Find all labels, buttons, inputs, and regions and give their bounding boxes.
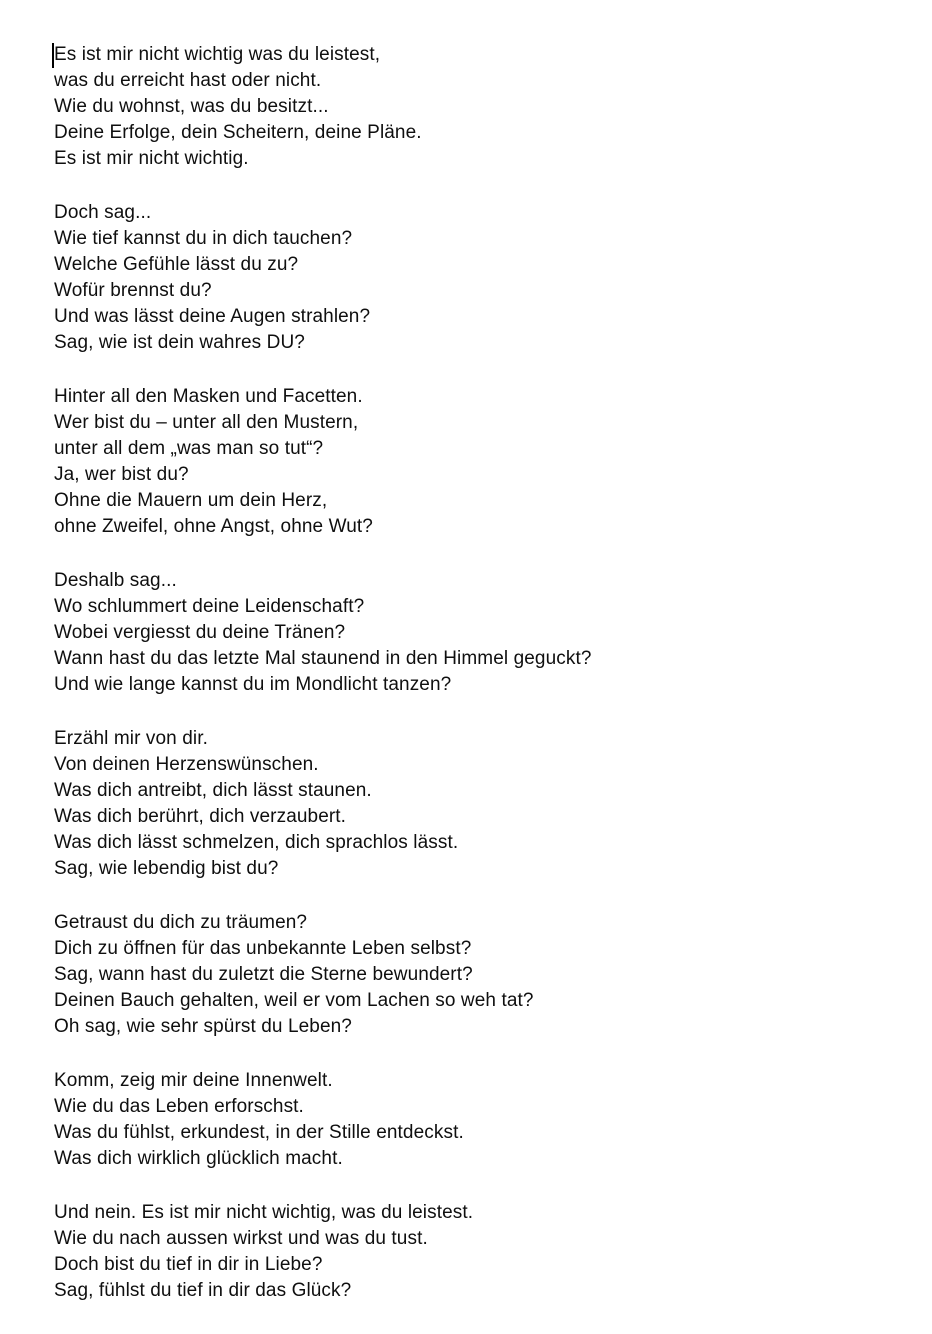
poem-line: Sag, wie lebendig bist du?: [54, 858, 279, 879]
poem-line: Doch bist du tief in dir in Liebe?: [54, 1254, 323, 1275]
poem-stanza: [54, 910, 892, 1040]
poem-line: Wie tief kannst du in dich tauchen?: [54, 228, 353, 249]
poem-stanza: [54, 726, 892, 882]
poem-line: Wie du wohnst, was du besitzt...: [54, 96, 329, 117]
poem-line: Oh sag, wie sehr spürst du Leben?: [54, 1016, 352, 1037]
text-cursor-caret: [52, 43, 54, 68]
poem-stanza: [54, 1200, 892, 1304]
poem-line: Was dich antreibt, dich lässt staunen.: [54, 780, 372, 801]
poem-line: Erzähl mir von dir.: [54, 728, 208, 749]
poem-line: unter all dem „was man so tut“?: [54, 438, 324, 459]
poem-line: Deine Erfolge, dein Scheitern, deine Pläne.: [54, 122, 422, 143]
poem-line: Dich zu öffnen für das unbekannte Leben selbst?: [54, 938, 472, 959]
poem-line: Deinen Bauch gehalten, weil er vom Lachen so weh tat?: [54, 990, 534, 1011]
poem-line: Was dich berührt, dich verzaubert.: [54, 806, 347, 827]
poem-line: was du erreicht hast oder nicht.: [54, 70, 322, 91]
poem-stanza: [54, 200, 892, 356]
poem-line: Von deinen Herzenswünschen.: [54, 754, 319, 775]
poem-stanza: [54, 384, 892, 540]
poem-line: Welche Gefühle lässt du zu?: [54, 254, 299, 275]
poem-line: Und wie lange kannst du im Mondlicht tanzen?: [54, 674, 452, 695]
poem-line: Wie du das Leben erforschst.: [54, 1096, 304, 1117]
poem-line: Deshalb sag...: [54, 570, 177, 591]
poem-line: Wo schlummert deine Leidenschaft?: [54, 596, 365, 617]
poem-line: Getraust du dich zu träumen?: [54, 912, 308, 933]
poem-line: Sag, wie ist dein wahres DU?: [54, 332, 305, 353]
poem-line: Wann hast du das letzte Mal staunend in den Himmel geguckt?: [54, 648, 592, 669]
poem-line: Es ist mir nicht wichtig.: [54, 148, 249, 169]
poem-line: Doch sag...: [54, 202, 152, 223]
poem-line: Wofür brennst du?: [54, 280, 212, 301]
poem-line: Wie du nach aussen wirkst und was du tust.: [54, 1228, 428, 1249]
poem-line: Komm, zeig mir deine Innenwelt.: [54, 1070, 333, 1091]
poem-line: ohne Zweifel, ohne Angst, ohne Wut?: [54, 516, 373, 537]
poem-line: Wer bist du – unter all den Mustern,: [54, 412, 359, 433]
poem-line: Hinter all den Masken und Facetten.: [54, 386, 363, 407]
poem-line: Wobei vergiesst du deine Tränen?: [54, 622, 346, 643]
poem-line: Es ist mir nicht wichtig was du leistest,: [54, 44, 381, 65]
poem-line: Was dich wirklich glücklich macht.: [54, 1148, 343, 1169]
poem-line: Was dich lässt schmelzen, dich sprachlos lässt.: [54, 832, 459, 853]
poem-stanza: [54, 568, 892, 698]
poem-line: Ohne die Mauern um dein Herz,: [54, 490, 328, 511]
poem-line: Was du fühlst, erkundest, in der Stille entdeckst.: [54, 1122, 464, 1143]
poem-stanza: [54, 1068, 892, 1172]
poem-line: Und nein. Es ist mir nicht wichtig, was du leistest.: [54, 1202, 474, 1223]
poem-line: Sag, wann hast du zuletzt die Sterne bewundert?: [54, 964, 473, 985]
poem-line: Ja, wer bist du?: [54, 464, 189, 485]
poem-line: Sag, fühlst du tief in dir das Glück?: [54, 1280, 352, 1301]
poem-line: Und was lässt deine Augen strahlen?: [54, 306, 371, 327]
poem-stanza: [54, 42, 892, 172]
